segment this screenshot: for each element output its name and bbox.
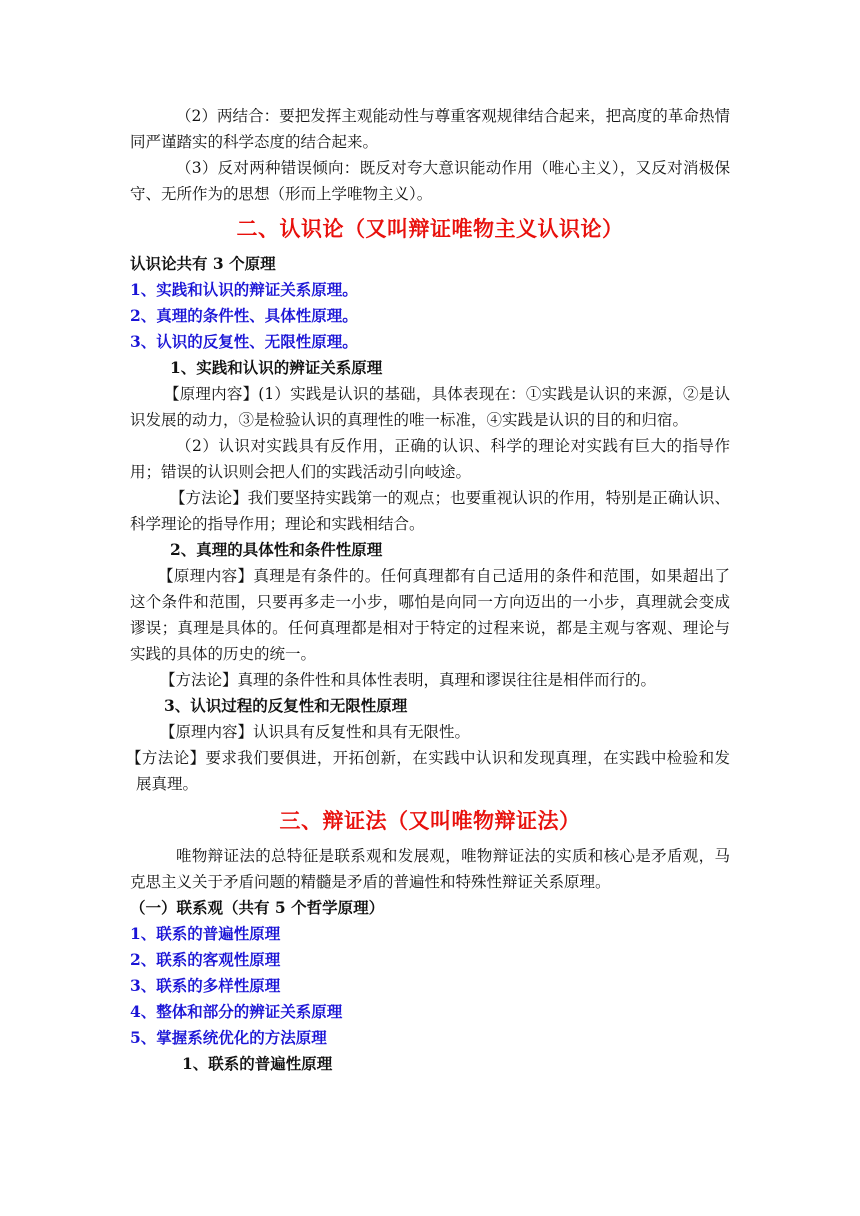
paragraph-cognition-content: 【原理内容】认识具有反复性和具有无限性。 xyxy=(160,723,471,741)
paragraph-cognition-method: 【方法论】要求我们要俱进，开拓创新，在实践中认识和发现真理，在实践中检验和发展真理。 xyxy=(126,749,730,793)
connection-group-title: （一）联系观（共有 5 个哲学原理） xyxy=(130,898,385,917)
subsection-title-truth: 2、真理的具体性和条件性原理 xyxy=(170,540,383,559)
section-heading-dialectics: 三、辩证法（又叫唯物辩证法） xyxy=(279,808,581,833)
paragraph-dialectics-intro: 唯物辩证法的总特征是联系观和发展观，唯物辩证法的实质和核心是矛盾观，马克思主义关于矛盾问题的精髓是矛盾的普遍性和特殊性辩证关系原理。 xyxy=(130,847,730,891)
connection-list-item: 4、整体和部分的辨证关系原理 xyxy=(130,1002,343,1021)
paragraph-two-errors: （3）反对两种错误倾向：既反对夸大意识能动作用（唯心主义），又反对消极保守、无所作为的思想（形而上学唯物主义）。 xyxy=(130,159,730,203)
paragraph-practice-reaction: （2）认识对实践具有反作用，正确的认识、科学的理论对实践有巨大的指导作用；错误的认识则会把人们的实践活动引向岐途。 xyxy=(130,437,730,481)
paragraph-truth-method: 【方法论】真理的条件性和具体性表明，真理和谬误往往是相伴而行的。 xyxy=(160,671,657,689)
section-heading-epistemology: 二、认识论（又叫辩证唯物主义认识论） xyxy=(236,216,624,241)
subsection-title-practice: 1、实践和认识的辨证关系原理 xyxy=(170,358,383,377)
principle-list-item: 2、真理的条件性、具体性原理。 xyxy=(130,306,358,325)
principle-list-item: 1、实践和认识的辩证关系原理。 xyxy=(130,280,358,299)
connection-list-item: 3、联系的多样性原理 xyxy=(130,976,281,995)
principle-list-item: 3、认识的反复性、无限性原理。 xyxy=(130,332,358,351)
paragraph-two-combinations: （2）两结合：要把发挥主观能动性与尊重客观规律结合起来，把高度的革命热情同严谨踏实的科学态度的结合起来。 xyxy=(130,107,730,151)
connection-list-item: 2、联系的客观性原理 xyxy=(130,950,281,969)
epistemology-intro: 认识论共有 3 个原理 xyxy=(130,254,276,273)
connection-list-item: 5、掌握系统优化的方法原理 xyxy=(130,1028,327,1047)
document-page xyxy=(126,103,730,1077)
connection-list-item: 1、联系的普遍性原理 xyxy=(130,924,281,943)
paragraph-practice-content: 【原理内容】(1）实践是认识的基础，具体表现在：①实践是认识的来源，②是认识发展的动力，③是检验认识的真理性的唯一标准，④实践是认识的目的和归宿。 xyxy=(130,385,730,429)
subsection-title-universality: 1、联系的普遍性原理 xyxy=(182,1054,333,1073)
paragraph-truth-content: 【原理内容】真理是有条件的。任何真理都有自己适用的条件和范围，如果超出了这个条件和范围，只要再多走一小步，哪怕是向同一方向迈出的一小步，真理就会变成谬误；真理是具体的。任何真理都是相对于特定的过程来说，都是主观与客观、理论与实践的具体的历史的统一。 xyxy=(130,567,730,663)
subsection-title-cognition: 3、认识过程的反复性和无限性原理 xyxy=(164,696,408,715)
paragraph-practice-method: 【方法论】我们要坚持实践第一的观点；也要重视认识的作用，特别是正确认识、科学理论的指导作用；理论和实践相结合。 xyxy=(130,489,730,533)
